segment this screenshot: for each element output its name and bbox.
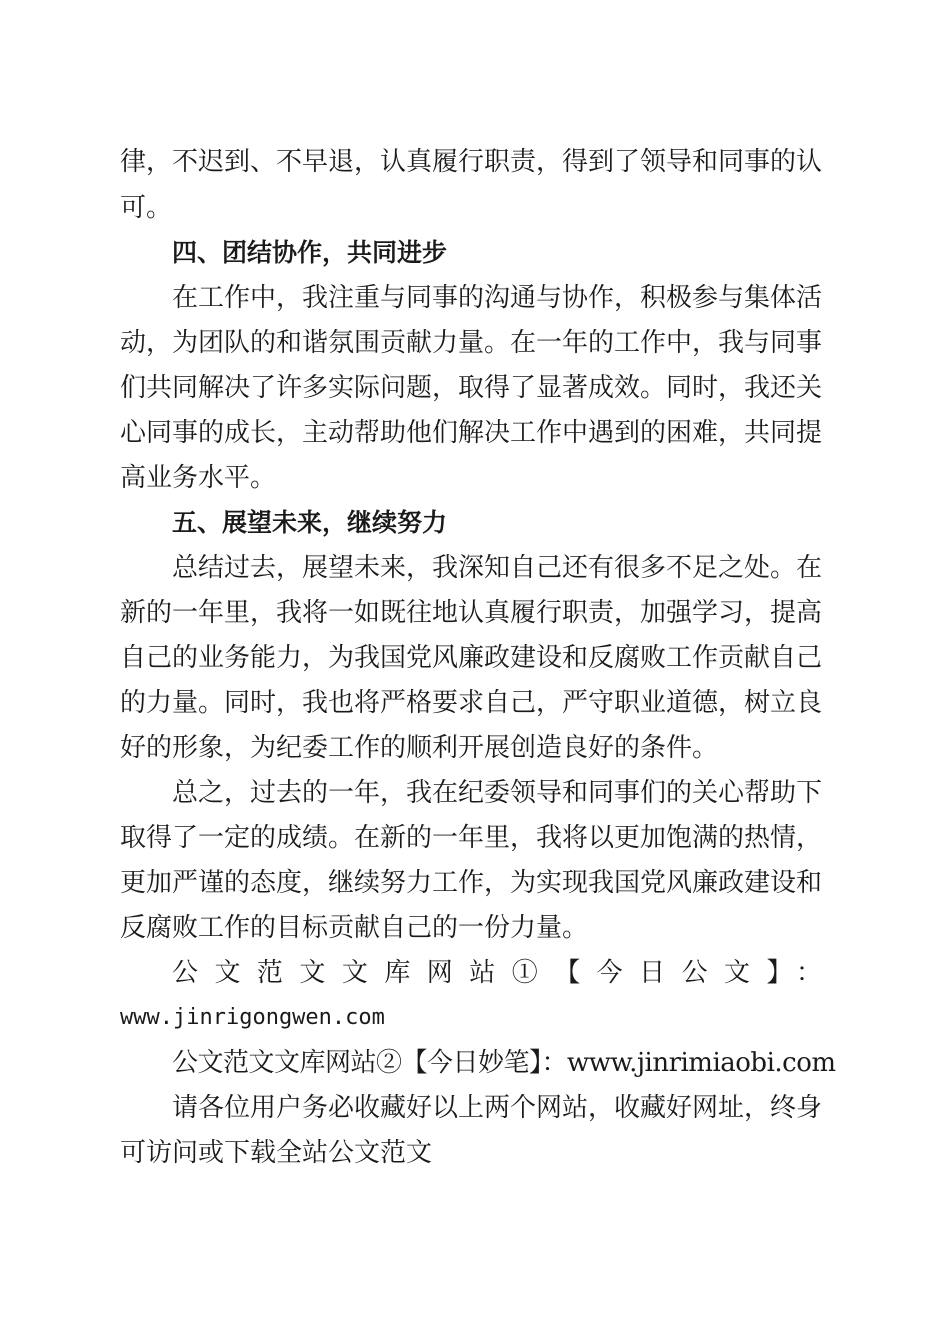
site-link-line[interactable]: 公文范文文库网站②【今日妙笔】：www.jinrimiaobi.com xyxy=(172,1048,836,1078)
paragraph-line: 心同事的成长，主动帮助他们解决工作中遇到的困难，共同提 xyxy=(120,418,823,448)
paragraph-line: 们共同解决了许多实际问题，取得了显著成效。同时，我还关 xyxy=(120,373,823,403)
paragraph-line: 好的形象，为纪委工作的顺利开展创造良好的条件。 xyxy=(120,733,719,763)
paragraph-line: 律，不迟到、不早退，认真履行职责，得到了领导和同事的认 xyxy=(120,147,823,177)
paragraph-line: 高业务水平。 xyxy=(120,463,277,493)
paragraph-line: 新的一年里，我将一如既往地认真履行职责，加强学习，提高 xyxy=(120,598,823,628)
site-url[interactable]: www.jinrigongwen.com xyxy=(120,1005,385,1030)
section-heading: 四、团结协作，共同进步 xyxy=(172,238,448,267)
paragraph-line: 反腐败工作的目标贡献自己的一份力量。 xyxy=(120,913,589,943)
paragraph-line: 可。 xyxy=(120,193,173,223)
paragraph-line: 总结过去，展望未来，我深知自己还有很多不足之处。在 xyxy=(172,553,823,583)
paragraph-line: 更加严谨的态度，继续努力工作，为实现我国党风廉政建设和 xyxy=(120,868,823,898)
paragraph-line: 的力量。同时，我也将严格要求自己，严守职业道德，树立良 xyxy=(120,688,823,718)
paragraph-line: 取得了一定的成绩。在新的一年里，我将以更加饱满的热情， xyxy=(120,823,823,853)
section-heading: 五、展望未来，继续努力 xyxy=(172,508,448,537)
paragraph-line: 可访问或下载全站公文范文 xyxy=(120,1138,433,1168)
paragraph-line: 在工作中，我注重与同事的沟通与协作，积极参与集体活 xyxy=(172,283,823,313)
paragraph-line: 总之，过去的一年，我在纪委领导和同事们的关心帮助下 xyxy=(172,778,823,808)
paragraph-line: 动，为团队的和谐氛围贡献力量。在一年的工作中，我与同事 xyxy=(120,328,823,358)
site-link-line: 公文范文文库网站①【今日公文】： xyxy=(172,958,822,988)
paragraph-line: 请各位用户务必收藏好以上两个网站，收藏好网址，终身 xyxy=(172,1093,823,1123)
paragraph-line: 自己的业务能力，为我国党风廉政建设和反腐败工作贡献自己 xyxy=(120,643,823,673)
